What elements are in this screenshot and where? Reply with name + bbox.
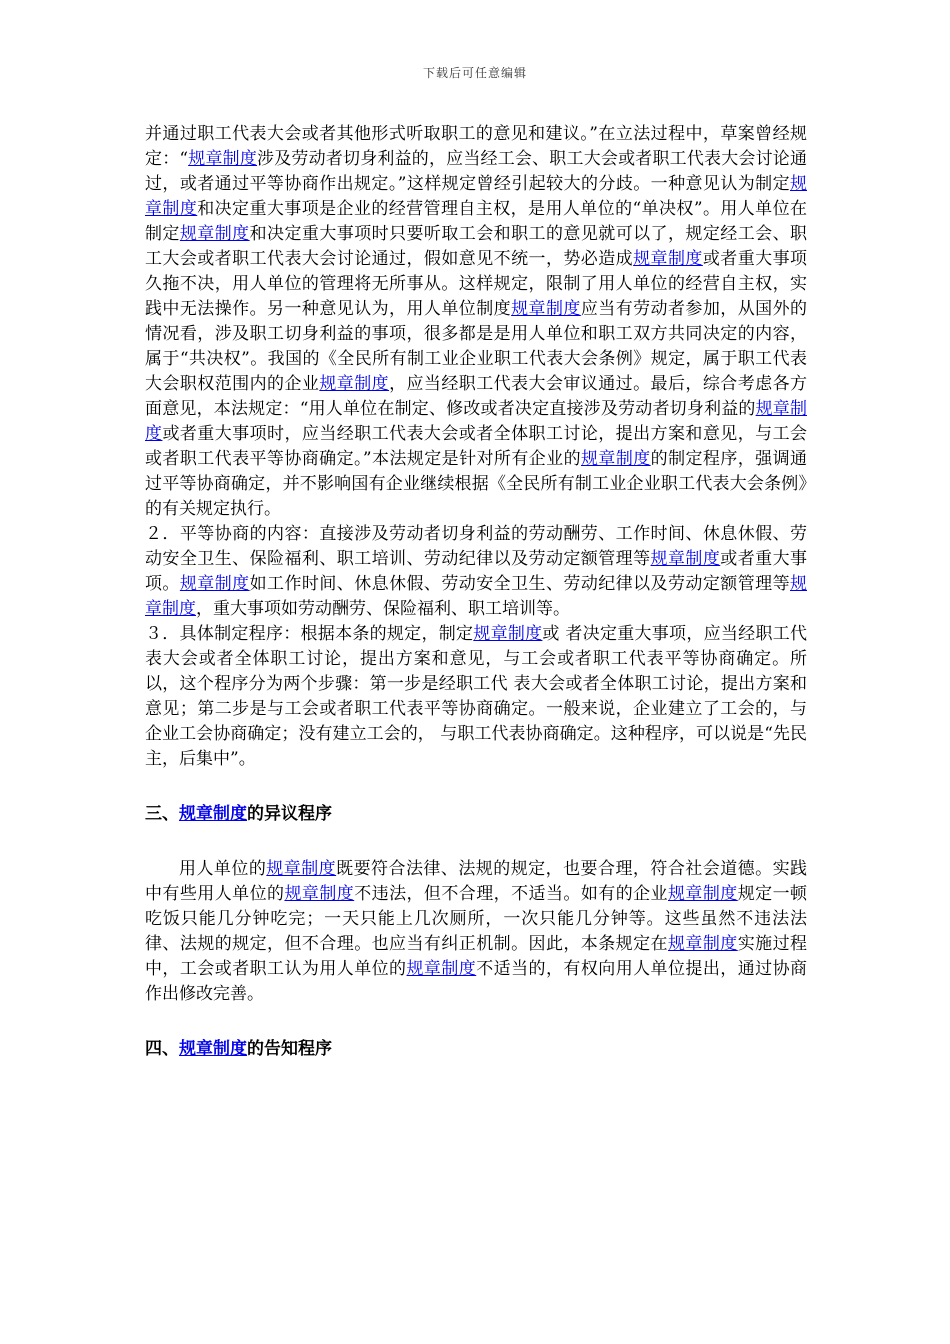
term-link[interactable]: 规章制度 [633,249,703,269]
term-link[interactable]: 规章制度 [581,449,651,469]
text-run: ，应当经职工代表大会审议通过。最后，综合考虑各方面意见，本法规定：“用人单位在制定、修改或者决定直接涉及劳动者切身利益的 [145,374,808,419]
term-link[interactable]: 规章制度 [145,399,807,444]
text-run: ３．具体制定程序：根据本条的规定，制定 [145,624,474,644]
paragraph-legislative-history [145,122,807,522]
term-link[interactable]: 规章制度 [179,574,250,594]
term-link[interactable]: 规章制度 [668,884,738,904]
text-run: 的异议程序 [247,804,332,824]
term-link[interactable]: 规章制度 [145,574,808,619]
paragraph-specific-procedure [145,622,807,772]
text-run: 用人单位的 [179,859,267,879]
term-link[interactable]: 规章制度 [319,374,390,394]
text-run: 涉及劳动者切身利益的，应当经工会、职工大会或者职工代表大会讨论通过，或者通过平等协商作出规定。”这样规定曾经引起较大的分歧。一种意见认为制定 [145,149,807,194]
section-heading-notification [145,1037,807,1062]
text-run: 的告知程序 [247,1039,332,1059]
term-link[interactable]: 规章制度 [511,299,581,319]
text-run: 不适当的，有权向用人单位提出，通过协商作出修改完善。 [145,959,808,1004]
text-run: 如工作时间、休息休假、劳动安全卫生、劳动纪律以及劳动定额管理等 [249,574,791,594]
text-run: 实施过程中，工会或者职工认为用人单位的 [145,934,808,979]
text-run: 三、 [145,804,179,824]
paragraph-objection-procedure [145,857,807,1007]
text-run: 应当有劳动者参加，从国外的情况看，涉及职工切身利益的事项，很多都是是用人单位和职工双方共同决定的内容，属于“共决权”。我国的《全民所有制工业企业职工代表大会条例》规定，属于职工代表大会职权范围内的企业 [145,299,808,394]
term-link[interactable]: 规章制度 [667,934,738,954]
text-run: 既要符合法律、法规的规定，也要合理，符合社会道德。实践中有些用人单位的 [145,859,808,904]
term-link[interactable]: 规章制度 [179,1039,247,1059]
text-run: 的制定程序，强调通过平等协商确定，并不影响国有企业继续根据《全民所有制工业企业职工代表大会条例》的有关规定执行。 [145,449,807,519]
document-body [145,122,807,1062]
text-run: 或者重大事项。 [145,549,808,594]
term-link[interactable]: 规章制度 [179,804,247,824]
page-header: 下载后可任意编辑 [422,66,527,80]
term-link[interactable]: 规章制度 [406,959,477,979]
text-run: 不违法，但不合理，不适当。如有的企业 [354,884,668,904]
section-heading-objection [145,802,807,827]
paragraph-negotiation-content [145,522,807,622]
term-link[interactable]: 规章制度 [650,549,721,569]
text-run: 或者重大事项时，应当经职工代表大会或者全体职工讨论，提出方案和意见，与工会或者职工代表平等协商确定。”本法规定是针对所有企业的 [145,424,808,469]
term-link[interactable]: 规章制度 [145,174,807,219]
term-link[interactable]: 规章制度 [284,884,355,904]
text-run: ２．平等协商的内容：直接涉及劳动者切身利益的劳动酬劳、工作时间、休息休假、劳动安全卫生、保险福利、职工培训、劳动纪律以及劳动定额管理等 [145,524,807,569]
text-run: 或 者决定重大事项，应当经职工代表大会或者全体职工讨论，提出方案和意见，与工会或者职工代表平等协商确定。所以，这个程序分为两个步骤：第一步是经职工代 表大会或者全体职工讨论，提出方案和意见；第二步是与工会或者职工代表平等协商确定。一般来说，企业建立了工会的，与企业工会协商确定；没有建立工会的， 与职工代表协商确定。这种程序，可以说是“先民主，后集中”。 [145,624,808,769]
text-run: 和决定重大事项是企业的经营管理自主权，是用人单位的“单决权”。用人单位在制定 [145,199,807,244]
text-run: ，重大事项如劳动酬劳、保险福利、职工培训等。 [196,599,570,619]
text-run: 规定一顿吃饭只能几分钟吃完；一天只能上几次厕所，一次只能几分钟等。这些虽然不违法法律、法规的规定，但不合理。也应当有纠正机制。因此，本条规定在 [145,884,808,954]
term-link[interactable]: 规章制度 [473,624,543,644]
term-link[interactable]: 规章制度 [179,224,250,244]
text-run: 或者重大事项久拖不决，用人单位的管理将无所事从。这样规定，限制了用人单位的经营自主权，实践中无法操作。另一种意见认为，用人单位制度 [145,249,808,319]
text-run: 和决定重大事项时只要听取工会和职工的意见就可以了，规定经工会、职工大会或者职工代表大会讨论通过，假如意见不统一，势必造成 [145,224,808,269]
term-link[interactable]: 规章制度 [266,859,337,879]
term-link[interactable]: 规章制度 [188,149,258,169]
text-run: 四、 [145,1039,179,1059]
text-run: 并通过职工代表大会或者其他形式听取职工的意见和建议。”在立法过程中，草案曾经规定：“ [145,124,807,169]
